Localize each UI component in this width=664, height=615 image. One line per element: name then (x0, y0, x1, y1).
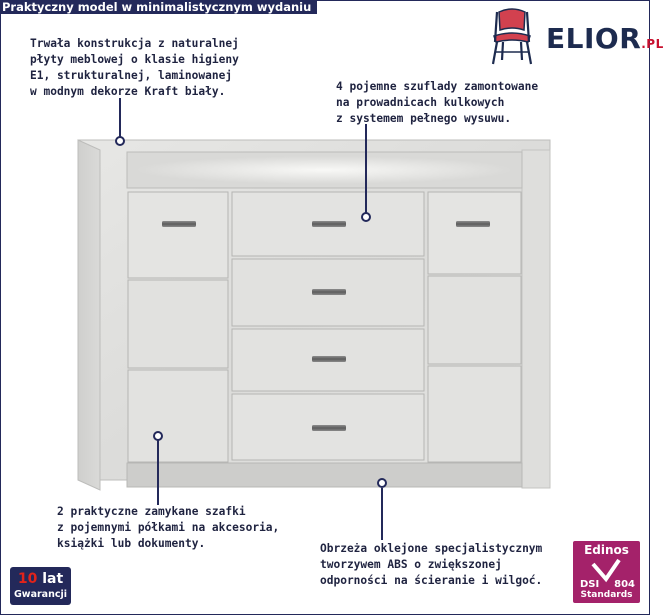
callout-line-construction (119, 98, 121, 140)
callout-cabinets: 2 praktyczne zamykane szafki z pojemnymi półkami na akcesoria, książki lub dokumenty. (57, 505, 280, 550)
checkmark-icon (591, 558, 621, 580)
dresser-side (78, 140, 100, 490)
warranty-badge: 10 lat Gwarancji (10, 567, 71, 605)
left-door-mid (128, 280, 228, 368)
led-glow (134, 156, 514, 184)
plinth (127, 463, 522, 487)
callout-dot-edges (377, 478, 387, 488)
callout-drawers: 4 pojemne szuflady zamontowane na prowadnicach kulkowych z systemem pełnego wysuwu. (336, 80, 539, 125)
dresser-right-panel (522, 150, 550, 488)
left-door-bottom (128, 370, 228, 462)
handle-center-4 (312, 425, 346, 431)
handle-center-2 (312, 289, 346, 295)
callout-line-edges (381, 488, 383, 540)
edinos-badge: Edinos DSI 804 Standards (573, 541, 640, 603)
handle-right-top (456, 221, 490, 227)
callout-construction: Trwała konstrukcja z naturalnej płyty meblowej o klasie higieny E1, strukturalnej, laminowanej w modnym dekorze Kraft biały. (30, 37, 239, 98)
callout-line-cabinets (157, 440, 159, 505)
right-drawer-top (428, 192, 521, 274)
brand-name: ELIOR.PL (546, 22, 664, 55)
handle-center-1 (312, 221, 346, 227)
callout-dot-cabinets (153, 431, 163, 441)
callout-dot-construction (115, 136, 125, 146)
callout-dot-drawers (361, 212, 371, 222)
left-drawer-top (128, 192, 228, 278)
callout-line-drawers (365, 124, 367, 214)
page-title: Praktyczny model w minimalistycznym wydaniu (0, 0, 317, 14)
right-door-mid (428, 276, 521, 364)
handle-center-3 (312, 356, 346, 362)
right-door-bottom (428, 366, 521, 462)
callout-edges: Obrzeża oklejone specjalistycznym tworzywem ABS o zwiększonej odporności na ścieranie i wilgoć. (320, 542, 543, 587)
handle-left-top (162, 221, 196, 227)
